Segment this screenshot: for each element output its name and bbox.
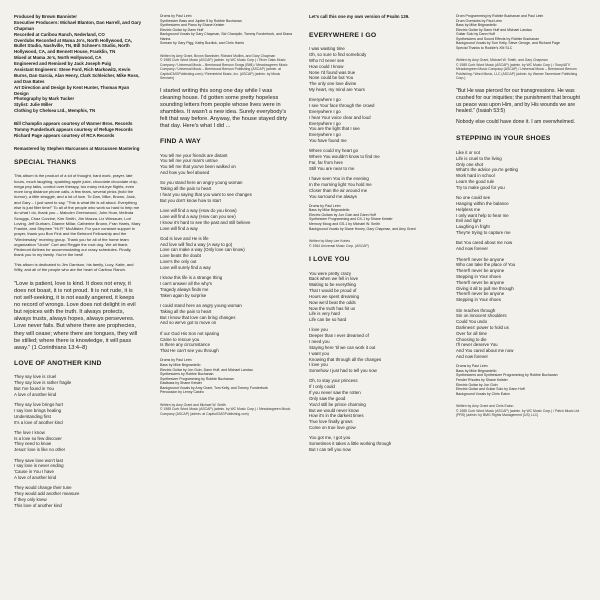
lyric-line: Everywhere I go: [309, 120, 341, 126]
credit-line: Bass by Mike Brignardello: [456, 23, 497, 28]
lyric-stanza: [309, 271, 443, 323]
lyric-line: Over for all time: [456, 330, 487, 336]
lyric-line: Work hard in school: [456, 173, 495, 179]
lyric-line: And so we've got to move on: [160, 320, 217, 326]
lyric-line: Love will find a way (How can you see): [160, 213, 236, 219]
special-thanks-title: SPECIAL THANKS: [14, 158, 77, 166]
lyric-line: Where could my heart go: [309, 148, 359, 154]
lyric-line: Far, far from here: [309, 159, 343, 165]
lyric-stanza: [309, 97, 443, 144]
song-intro: I started writing this song one day while I was cleaning house. I'd gotten some pretty hopeless sounding letters from people whose lives were in shambles. It wasn't a new idea. Surely everybody's felt that way before. Anyway, the house stayed dirty that day. Here's what I did ...: [160, 88, 288, 129]
lyric-line: Sometimes it takes a little working through: [309, 441, 392, 447]
credit-line: Percussion by Lenny Castro: [160, 390, 204, 395]
lyric-line: Taken again by surprise: [160, 292, 207, 298]
column-1: [14, 14, 142, 594]
lyric-line: None I'd found was true: [309, 69, 356, 75]
lyric-line: If you never saw the rotten: [309, 390, 361, 396]
lyric-line: And now forever: [456, 246, 488, 252]
song-lyrics: [456, 150, 586, 360]
lyric-line: I say love brings healing: [14, 407, 62, 413]
lyric-line: Life is very hard: [309, 311, 340, 317]
lyric-stanza: [456, 257, 586, 304]
lyric-line: Staying here 'til we can work it out: [309, 344, 376, 350]
lyric-line: And how you feel abused: [160, 170, 210, 176]
label-credits: Bill Champlin appears courtesy of Warner Bros. Records Tommy Funderburk appears courtesy of Refuge Records Richard Page appears courtesy of RCA Records: [14, 121, 133, 138]
credit-line: Special Thanks to Roddie's XM SLC: [456, 45, 513, 50]
song-credits: [456, 364, 586, 396]
lyric-line: They say love is cruel: [14, 374, 57, 380]
lyric-line: Deeper than I ever dreamed of: [309, 333, 369, 339]
lyric-line: I know this life is a strange thing: [160, 275, 223, 281]
lyric-line: Is a love so few discover: [14, 435, 62, 441]
lyric-line: Closer than the air around me: [309, 187, 368, 193]
copyright-notice: Written by Amy Grant, Michael W. Smith, and Gary Chapman © 1985 Curb Word Music (ASCAP) (admin. by WC Music Corp.) / Sony/ATV Meadowgreen Music Company (ASCAP) / Universal Music – Brentwood Benson Publishing / Word Music, LLC (ASCAP) (admin. by Warner Tamerlane Publishing Corp.): [456, 58, 578, 81]
lyric-line: They say love is rather fragile: [14, 380, 72, 386]
lyric-line: Still You are near to me: [309, 165, 355, 171]
credit-line: Background Vocals by Diane Honey, Gary Chapman, and Amy Grant: [309, 226, 416, 231]
lyric-line: Came to rescue you: [160, 336, 200, 342]
lyric-line: How could I know: [309, 63, 344, 69]
lyric-line: Only one shot: [456, 161, 484, 167]
credit-line: Background Vocals by Gary Chapman, Sid Champlin, Tommy Funderburk, and Diana Hanna: [160, 32, 293, 41]
lyric-stanza: [309, 176, 443, 199]
lyric-line: Everywhere I go: [309, 97, 341, 103]
lyric-line: Like it or not: [456, 150, 480, 156]
lyric-line: But You cared about me now: [456, 240, 513, 246]
lyric-line: A love of another kind: [14, 391, 57, 397]
lyric-line: Giving it all to pull me through: [456, 285, 514, 291]
lyric-line: I love you: [309, 362, 328, 368]
lyric-line: But I've found in You: [14, 385, 54, 391]
credit-line: Background Vocals by Amy Grant, Tom Kelly, and Tommy Funderburk: [160, 385, 268, 390]
copyright-notice: Written by Mary Lee Kortes © 1984 Universal Music Corp. (ASCAP): [309, 239, 369, 248]
song-title: I LOVE YOU: [309, 255, 350, 263]
lyric-line: Who can take the place of You: [456, 262, 516, 268]
lyric-line: Taking all the pain to heart: [160, 186, 212, 192]
lyric-line: I love you: [309, 327, 328, 333]
lyric-line: If our God His Son not sparing: [160, 330, 220, 336]
lyric-line: Everywhere I go: [309, 132, 341, 138]
lyric-line: Darkness' power to hold us: [456, 324, 509, 330]
author-note: Nobody else could have done it. I am overwhelmed.: [456, 118, 576, 125]
lyric-line: Is there any circumstance: [160, 342, 211, 348]
copyright-notice: Written by Amy Grant and Chris Eaton © 1985 Curb Word Music (ASCAP) (admin. by WC Music Corp.) / Patch Music Ltd (PRS) (admin. by BMG Rights Management (US) LLC): [456, 404, 580, 417]
lyric-line: Laughing in fright: [456, 224, 490, 230]
credit-line: Drums by Paul Leim: [160, 14, 192, 18]
dedication-paragraph: This album is dedicated to Jim Garrison, his family, Lucy, Katie, and Willy, and all of the people who are the heart of Caribou Ranch.: [14, 261, 134, 272]
lyric-line: You have found me: [309, 138, 347, 143]
credit-line: Electric Guitar and Guitar Solo by Dann Huff: [456, 387, 525, 392]
song-credits: [160, 358, 293, 394]
song-lyrics: [309, 271, 443, 453]
song-title: FIND A WAY: [160, 137, 201, 145]
credit-line: Drums by Paul Leim: [160, 358, 192, 363]
lyric-stanza: [160, 275, 293, 298]
credit-line: Electric Guitar by Jon Goin: [456, 382, 498, 387]
lyric-line: Now the truth has hit us: [309, 305, 356, 311]
credit-line: Guitar Solo by Dann Huff: [456, 32, 495, 37]
lyric-line: I have seen You in the evening: [309, 176, 369, 182]
lyric-line: Stepping in Your shoes: [456, 273, 501, 279]
lyric-line: They would add another measure: [14, 491, 80, 497]
lyric-stanza: [14, 458, 142, 481]
lyric-line: You'd still be prince charming: [309, 401, 366, 407]
lyric-line: I only want help to hear me: [456, 212, 509, 218]
song-lyrics: [14, 374, 142, 508]
lyric-line: But you don't know how to start: [160, 197, 221, 203]
song-intro: Let's call this one my own version of Psalm 139.: [309, 14, 410, 19]
lyric-line: There'll never be anyone: [456, 268, 505, 274]
song-credits: [309, 204, 443, 231]
copyright-notice: Written by Amy Grant, Brown Bannister, Richard Mullins, and Gary Chapman © 1985 Curb Word Music (ASCAP) (admin. by WC Music Corp.) / River Oaks Music Company / Universal Music – Brentwood Benson Songs (BMI) / Meadowgreen Music Company / Universal Music – Brentwood Benson Publishing (ASCAP) (admin. at CapitolCMGPublishing.com) / Reeniebird Music, Inc. (ASCAP) (admin. by Music Services): [160, 53, 288, 80]
lyric-line: Learn the good rule: [456, 179, 495, 185]
lyric-line: Sin reaches through: [456, 307, 496, 313]
credit-line: Eastbass by Shane Keister: [160, 381, 203, 386]
credit-line: Electric Guitar by Dann Huff: [160, 27, 204, 32]
lyric-line: Now we'd beat the odds: [309, 299, 356, 305]
lyric-line: I see Your face through the crowd: [309, 103, 375, 109]
lyric-stanza: [309, 327, 443, 374]
lyric-line: Love will find a way: [160, 225, 198, 231]
lyric-stanza: [14, 402, 142, 425]
lyric-line: I could stand here an angry young woman: [160, 302, 242, 308]
lyric-stanza: [309, 46, 443, 93]
lyric-line: This love of another kind: [14, 502, 62, 508]
column-3: [309, 14, 443, 594]
column-2: [160, 14, 293, 594]
lyric-stanza: [456, 195, 586, 236]
credit-line: Fender Rhodes by Shane Keister: [456, 377, 508, 382]
lyric-line: 'Cause in You I have: [14, 469, 54, 475]
lyric-line: How it's in the darkest times: [309, 413, 364, 419]
song-lyrics: [309, 46, 443, 199]
credit-line: Drums by Paul Leim: [309, 203, 341, 208]
credit-line: Synthesizers by Robbie Buchanan: [160, 372, 214, 377]
lyric-line: Evil and light: [456, 218, 481, 224]
lyric-stanza: [14, 374, 142, 397]
lyric-line: I hear Your voice clear and loud: [309, 114, 371, 120]
credit-line: Electric Guitars by Jon Goin and Dann Huff: [309, 212, 376, 217]
lyric-line: Understanding first: [14, 413, 51, 419]
credit-line: Synthesizer Bass and Jupiter 8 by Robbie Buchanan: [160, 18, 242, 23]
lyric-line: But I know that love can bring changes: [160, 314, 236, 320]
lyric-line: I hear you saying that you want to see changes: [160, 191, 252, 197]
credit-line: Memory Moog and GS-1 by Michael W. Smith: [309, 222, 380, 226]
lyric-line: You tell me your man's untrue: [160, 158, 218, 164]
credit-line: Synthesizers and Piano by Shane Keister: [160, 23, 225, 28]
lyric-line: Love can make a way (Only love can know): [160, 247, 245, 253]
lyric-line: You tell me that you've been walked on: [160, 164, 236, 170]
lyric-line: Hours we spent dreaming: [309, 293, 360, 299]
credit-line: Drum Overdubs by Paul Leim: [456, 18, 502, 23]
lyric-line: Everywhere I go: [309, 108, 341, 114]
lyric-line: Love will find a way (How do you know): [160, 208, 237, 214]
lyric-line: Waiting to be everything: [309, 282, 356, 288]
lyric-line: Oh, to stay your princess: [309, 378, 358, 384]
lyric-line: In the morning light You hold me: [309, 181, 372, 187]
song-credits: [160, 14, 293, 46]
lyric-stanza: [456, 308, 586, 360]
lyric-line: If I only could: [309, 384, 335, 390]
lyric-stanza: [160, 180, 293, 203]
credit-line: Drums by Paul Leim: [456, 364, 488, 369]
song-title: LOVE OF ANOTHER KIND: [14, 359, 102, 367]
lyric-line: Knowing that through all the changes: [309, 356, 382, 362]
lyric-line: Hanging within the balance: [456, 201, 509, 207]
credit-line: Scream by Gary Pigg, Kathy Burdick, and Chris Harris: [160, 41, 245, 46]
credit-line: Synthesizers and Synthesizer Programming by Robbie Buchanan: [456, 373, 558, 378]
lyric-line: But I can tell you now: [309, 446, 351, 452]
lyric-stanza: [160, 303, 293, 326]
lyric-line: Who I'd never see: [309, 57, 345, 63]
lyric-line: A love of another kind: [14, 475, 57, 481]
lyric-line: That I would be proud of: [309, 288, 357, 294]
lyric-stanza: [309, 435, 443, 452]
lyric-line: I need you: [309, 339, 330, 345]
lyric-line: Taking all the pain to heart: [160, 308, 212, 314]
lyric-line: The only one love divine: [309, 81, 357, 87]
lyric-line: You are the light that I see: [309, 126, 360, 132]
lyric-stanza: [309, 378, 443, 430]
lyric-line: I can't answer all the why's: [160, 281, 212, 287]
scripture-quote: "But He was pierced for our transgressions. He was crushed for our iniquities; the punishment that brought us peace was upon Him, and by His wounds we are healed." (Isaiah 53:5): [456, 88, 580, 115]
lyric-line: Oh, so sure to find somebody: [309, 52, 367, 58]
lyric-line: There'll never be anyone: [456, 279, 505, 285]
lyric-line: You tell me your friends are distant: [160, 152, 228, 158]
credit-line: Synthesizers and Sound Effects by Robbie Buchanan: [456, 36, 540, 41]
scripture-quote: "Love is patient, love is kind. It does not envy, it does not boast, it is not proud. It is not rude, it is not self-seeking, it is not easily angered, it keeps no record of wrongs. Love does not delight in evil but rejoices with the truth. It always protects, always trusts, always hopes, always perseveres. Love never fails. But where there are prophecies, they will cease; where there are tongues, they will be stilled; where there is knowledge, it will pass away." (1 Corinthians 13:4–8): [14, 281, 138, 351]
lyric-line: I was wasting time: [309, 46, 345, 52]
lyric-line: And You cared about me now: [456, 348, 514, 354]
lyric-line: They're trying to capture me: [456, 230, 511, 236]
lyric-line: It's a love of another kind: [14, 419, 63, 425]
lyric-line: I'll never deserve You: [456, 342, 498, 348]
lyric-line: I say love is never ending: [14, 463, 64, 469]
lyric-stanza: [456, 240, 586, 252]
lyric-line: Choosing to die: [456, 336, 487, 342]
lyric-line: Life is cruel to the living: [456, 155, 502, 161]
credit-line: Electric Guitar by Jon Goin, Dann Huff, and Michael Landau: [160, 367, 253, 372]
lyric-stanza: [160, 153, 293, 176]
credit-line: Electric Guitar by Dann Huff and Michael Landau: [456, 27, 532, 32]
lyric-line: And now forever: [456, 354, 488, 360]
lyric-line: You were pretty crazy: [309, 270, 352, 276]
lyric-line: Where You wouldn't know to find me: [309, 154, 380, 160]
lyric-line: That He can't see you through: [160, 348, 219, 354]
credit-line: Bass by Mike Brignardello: [160, 363, 201, 367]
lyric-line: Tragedy always finds me: [160, 286, 209, 292]
lyric-stanza: [160, 331, 293, 354]
lyric-stanza: [160, 236, 293, 271]
lyric-line: Come on true love grow: [309, 424, 356, 430]
lyric-line: I want you: [309, 350, 330, 356]
special-thanks-text: [14, 173, 142, 272]
lyric-line: They save love won't last: [14, 457, 63, 463]
lyric-line: Helpless me: [456, 206, 481, 212]
lyric-stanza: [14, 485, 142, 508]
column-4: [456, 14, 586, 594]
lyric-line: And love will find a way (A way to go): [160, 241, 233, 247]
credit-line: Drum Programming by Robbie Buchanan and Paul Leim: [456, 14, 544, 18]
credit-line: Synthesizer Programming and DX-1 by Shane Keister: [309, 217, 393, 222]
lyric-stanza: [456, 150, 586, 191]
lyric-line: I know it's hard to see the past and still believe: [160, 219, 251, 225]
lyric-line: There'll never be anyone: [456, 256, 505, 262]
special-thanks-paragraph: This album is the product of a lot of thought, hard work, prayer, late hours, much laughing, sparkling apple juice, chocolate chocolate chip, mega pep talks, control over therapy, too many red-eye flights, even more long distance phone calls, a few tears, several pinks (hold the humor), a little struggle, and a lot of love. To Dan, Mike, Brown, Jack, and Gary – I just want to say, "This is what life is all about. Everything else is just filler time!" To all of the people who work so hard to help me do what I do, thank you – Malcolm Greenwood, John Hoar, Melinda Scruggs, Chaz Corzine, Kim Smith, Jim Mazza, Liz Winsauer, Lori Loving, Jeff Durham, Dianne Millar, Catherine Brown, Fran Harris, Mary Frankie, and Stephen "Hi-Fi" McAllister. For your constant support in prayer, thank you Bon Fink and the Belmont Fellowship and the "Wednesday" morning group. Thank you for all of the home team organization "Uncle" Curt and Reggie the rock dog. We all thank Piedmont Airlines for accommodating our crazy schedules. Finally, thank you to my family. You're the best!: [14, 173, 141, 258]
lyric-line: Love will surely find a way: [160, 264, 211, 270]
lyric-line: True love finally grows: [309, 419, 353, 425]
lyric-line: If they only knew: [14, 496, 47, 502]
lyric-stanza: [309, 148, 443, 171]
lyric-line: Love beats the doubt: [160, 253, 202, 259]
lyric-line: Stepping in Your shoes: [456, 297, 501, 303]
song-title: STEPPING IN YOUR SHOES: [456, 135, 551, 143]
lyric-line: Sin on innocent shoulders: [456, 313, 507, 319]
lyric-stanza: [14, 430, 142, 453]
lyric-line: My heart, my mind are Yours: [309, 87, 365, 92]
lyric-line: Love's the only out: [160, 259, 197, 265]
lyric-line: None could be but You: [309, 75, 354, 81]
lyric-line: Life can be so hard: [309, 317, 347, 323]
remaster-credit: Remastered by Stephen Marcussen at Marcussen Mastering: [14, 145, 140, 151]
credit-line: Bass by Mike Brignardello: [456, 368, 497, 373]
lyric-line: So you stand here an angry young woman: [160, 180, 243, 186]
credit-line: Synthesizer Programming by Robbie Buchanan: [160, 376, 234, 381]
lyric-line: Could You undo: [456, 319, 488, 325]
credit-line: Background Vocals by Chris Eaton: [456, 391, 510, 396]
lyric-line: You got me, I got you: [309, 435, 351, 441]
lyric-line: God is love and He is life: [160, 235, 209, 241]
production-credits: Produced by Brown Bannister Executive Producers: Michael Blanton, Dan Harrell, and Gary Chapman Recorded at Caribou Ranch, Nederland, CO Overdubs Recorded at Mama Jo's, North Hollywood, CA, Bullet Studio, Nashville, TN, Bill Schnee's Studio, North Hollywood, CA, and Bennett House, Franklin, TN Mixed at Mama Jo's, North Hollywood, CA Engineered and Remixed by Jack Joseph Puig Assistant Engineers: Steve Ford, Rich Markowitz, Kevin Burns, Dan Garcia, Alan Henry, Clark Schleicher, Mike Ross, and Dan Bates Art Direction and Design by Kent Hunter, Thomas Ryan Design Photography by Mark Tucker Stylist: Julie Miller Clothing by Chelsea Ltd., Memphis, TN: [14, 14, 142, 114]
lyric-stanza: [160, 208, 293, 231]
lyric-line: But we would never know: [309, 407, 359, 413]
song-lyrics: [160, 153, 293, 354]
song-title: EVERYWHERE I GO: [309, 31, 377, 39]
lyric-line: There'll never be anyone: [456, 291, 505, 297]
lyric-line: They need to know: [14, 441, 52, 447]
copyright-notice: Written by Amy Grant and Michael W. Smith © 1985 Curb Word Music (ASCAP) (admin. by WC Music Corp.) / Meadowgreen Music Company (ASCAP) (admin. at CapitolCMGPublishing.com): [160, 402, 291, 416]
lyric-line: They say love brings hurt: [14, 402, 64, 408]
song-credits: [456, 14, 586, 50]
lyric-line: Only saw the good: [309, 395, 346, 401]
lyric-line: Try to make good for you: [456, 184, 505, 190]
lyric-line: You surround me always: [309, 193, 357, 199]
credit-line: Background Vocals by Tom Kelly, Steve George, and Richard Page: [456, 41, 560, 46]
lyric-line: Somehow I just had to tell you now: [309, 368, 377, 374]
lyric-line: No one could see: [456, 195, 491, 201]
lyric-line: The love I know: [14, 429, 45, 435]
lyric-line: Jesus' love is like no other: [14, 447, 66, 453]
lyric-line: What's the advice you're getting: [456, 167, 518, 173]
credit-line: Bass by Mike Brignardello: [309, 208, 350, 213]
lyric-line: They would change their tune: [14, 485, 72, 491]
lyric-line: Back when we fell in love: [309, 276, 359, 282]
